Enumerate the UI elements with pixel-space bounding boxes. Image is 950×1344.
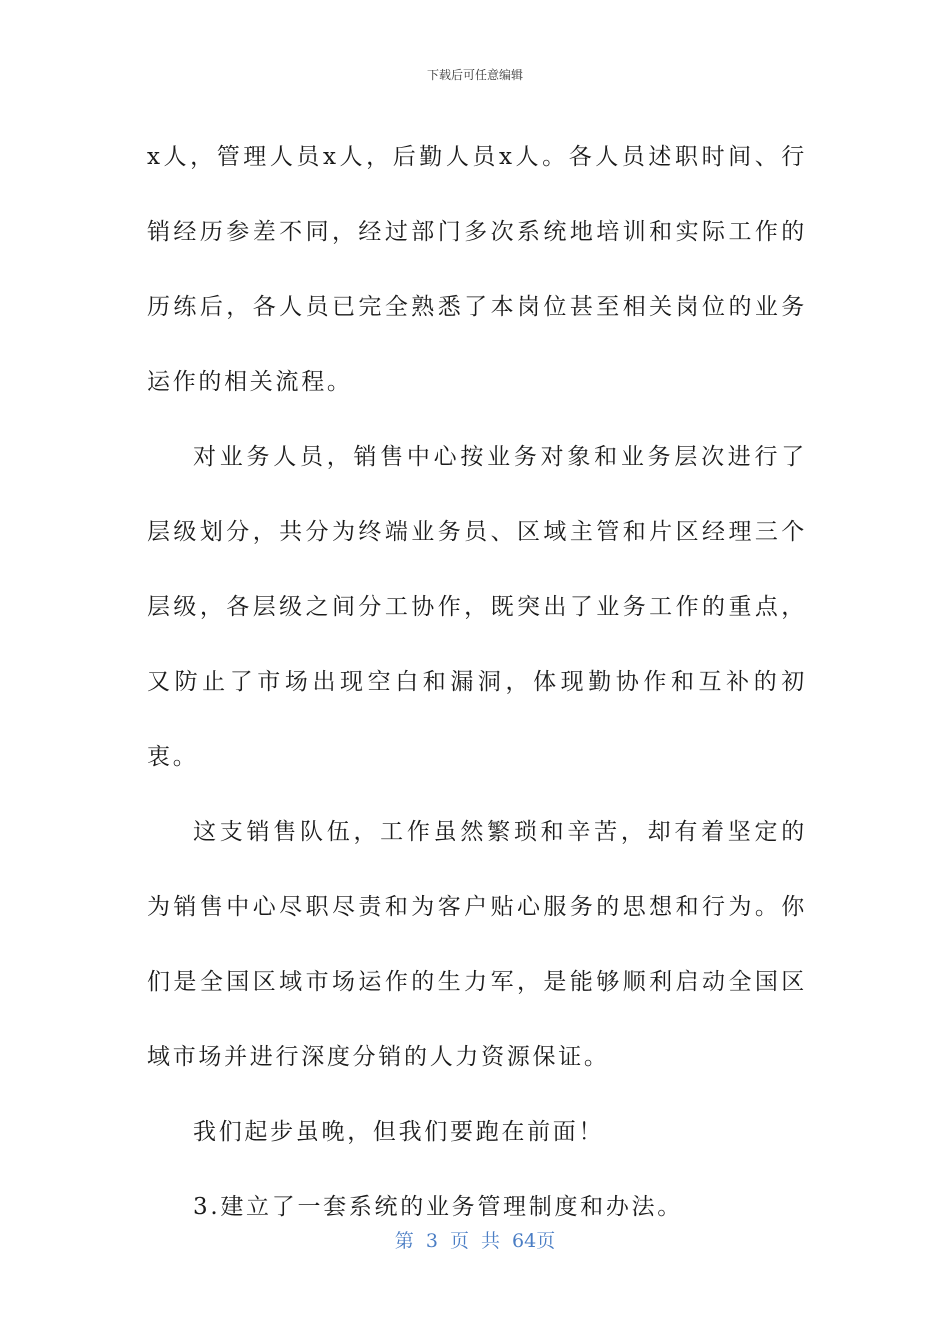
page-header: 下载后可任意编辑 <box>426 68 523 82</box>
paragraph-4: 我们起步虽晚，但我们要跑在前面！ <box>193 1119 605 1145</box>
paragraph-3: 这支销售队伍，工作虽然繁琐和辛苦，却有着坚定的为销售中心尽职尽责和为客户贴心服务的思想和行为。你们是全国区域市场运作的生力军，是能够顺利启动全国区域市场并进行深度分销的人力资源保证。 <box>147 819 807 1070</box>
paragraph-5: 3.建立了一套系统的业务管理制度和办法。 <box>193 1194 683 1220</box>
page-footer: 第 3 页 共 64页 <box>394 1230 556 1252</box>
paragraph-2: 对业务人员，销售中心按业务对象和业务层次进行了层级划分，共分为终端业务员、区域主管和片区经理三个层级，各层级之间分工协作，既突出了业务工作的重点，又防止了市场出现空白和漏洞，体现勤协作和互补的初衷。 <box>147 444 807 770</box>
paragraph-1: x人，管理人员x人，后勤人员x人。各人员述职时间、行销经历参差不同，经过部门多次系统地培训和实际工作的历练后，各人员已完全熟悉了本岗位甚至相关岗位的业务运作的相关流程。 <box>147 144 807 395</box>
document-body <box>147 120 807 1245</box>
